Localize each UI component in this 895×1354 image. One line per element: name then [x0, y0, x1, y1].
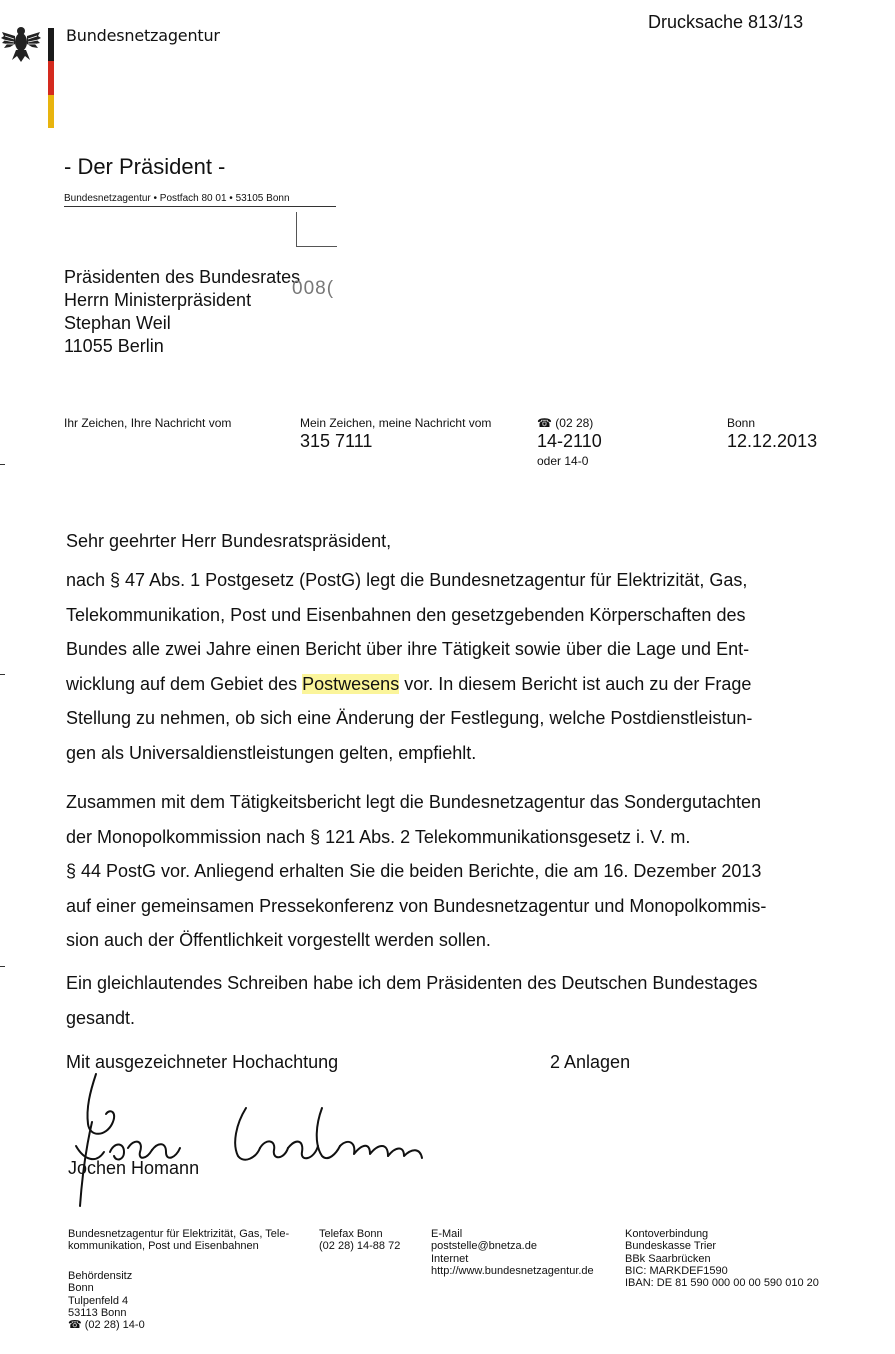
- body-paragraph-1: [66, 563, 856, 770]
- footer-line: Behördensitz: [68, 1270, 133, 1282]
- flag-gold: [48, 95, 54, 128]
- footer-agency: [68, 1228, 289, 1253]
- received-stamp: 008(: [292, 278, 335, 299]
- footer-fax: [319, 1228, 400, 1253]
- paragraph-line: Bundes alle zwei Jahre einen Bericht über ihre Tätigkeit sowie über die Lage und Ent-: [66, 639, 750, 659]
- recipient-line: Herrn Ministerpräsident: [64, 290, 252, 310]
- footer-line: E-Mail: [431, 1228, 463, 1240]
- footer-line: Kontoverbindung: [625, 1228, 709, 1240]
- place-label: Bonn: [727, 416, 756, 430]
- recipient-line: 11055 Berlin: [64, 336, 164, 356]
- recipient-line: Präsidenten des Bundesrates: [64, 267, 301, 287]
- footer-contact: [431, 1228, 594, 1277]
- sender-underline: [64, 206, 336, 207]
- footer-office-address: [68, 1270, 145, 1331]
- flag-black: [48, 28, 54, 61]
- signer-name: Jochen Homann: [68, 1158, 200, 1178]
- footer-line: IBAN: DE 81 590 000 00 00 590 010 20: [625, 1277, 819, 1290]
- paragraph-line: Ein gleichlautendes Schreiben habe ich dem Präsidenten des Deutschen Bundestages: [66, 973, 758, 993]
- phone-label: ☎ (02 28): [537, 416, 594, 430]
- federal-eagle-logo-icon: [0, 22, 42, 66]
- footer-line: (02 28) 14-88 72: [319, 1240, 401, 1253]
- paragraph-line: nach § 47 Abs. 1 Postgesetz (PostG) legt die Bundesnetzagentur für Elektrizität, Gas,: [66, 570, 748, 590]
- footer-line: kommunikation, Post und Eisenbahnen: [68, 1240, 259, 1253]
- footer-line: Tulpenfeld 4: [68, 1294, 129, 1307]
- line-text: wicklung auf dem Gebiet des: [66, 673, 303, 694]
- footer-line: Telefax Bonn: [319, 1228, 383, 1240]
- paragraph-line: Telekommunikation, Post und Eisenbahnen den gesetzgebenden Körperschaften des: [66, 604, 746, 625]
- footer-website-link[interactable]: http://www.bundesnetzagentur.de: [431, 1264, 594, 1277]
- closing-phrase: Mit ausgezeichneter Hochachtung: [66, 1052, 339, 1072]
- paragraph-line: § 44 PostG vor. Anliegend erhalten Sie die beiden Berichte, die am 16. Dezember 2013: [66, 861, 762, 881]
- phone-alternative: oder 14-0: [537, 454, 589, 468]
- agency-name: Bundesnetzagentur: [66, 26, 220, 45]
- flag-red: [48, 61, 54, 94]
- footer-line: 53113 Bonn: [68, 1306, 127, 1319]
- paragraph-line: gen als Universaldienstleistungen gelten, empfiehlt.: [66, 742, 477, 763]
- footer-line: Internet: [431, 1252, 469, 1265]
- document-number: Drucksache 813/13: [648, 12, 804, 32]
- body-paragraph-2: [66, 785, 856, 958]
- envelope-window-mark: [296, 212, 337, 247]
- paragraph-line: Stellung zu nehmen, ob sich eine Änderung der Festlegung, welche Postdienstleistun-: [66, 708, 753, 728]
- attachments-note: 2 Anlagen: [550, 1052, 631, 1072]
- highlighted-word: Postwesens: [302, 673, 400, 694]
- body-paragraph-3: [66, 966, 856, 1035]
- footer-line: BBk Saarbrücken: [625, 1252, 711, 1265]
- phone-extension: 14-2110: [537, 431, 602, 451]
- paragraph-line: gesandt.: [66, 1007, 136, 1028]
- fold-mark: [0, 966, 5, 967]
- paragraph-line: Zusammen mit dem Tätigkeitsbericht legt die Bundesnetzagentur das Sondergutachten: [66, 792, 762, 812]
- sender-address-line: Bundesnetzagentur • Postfach 80 01 • 53105 Bonn: [64, 193, 290, 204]
- fold-mark: [0, 464, 5, 465]
- punch-mark: [0, 674, 5, 675]
- footer-line: Bundesnetzagentur für Elektrizität, Gas, Tele-: [68, 1228, 290, 1240]
- salutation: Sehr geehrter Herr Bundesratspräsident,: [66, 531, 392, 551]
- line-text: vor. In diesem Bericht ist auch zu der Frage: [399, 673, 752, 694]
- flag-bar: [48, 28, 54, 128]
- recipient-address: [64, 266, 300, 358]
- footer-line: BIC: MARKDEF1590: [625, 1264, 728, 1277]
- your-reference-label: Ihr Zeichen, Ihre Nachricht vom: [64, 416, 232, 430]
- my-reference-label: Mein Zeichen, meine Nachricht vom: [300, 416, 492, 430]
- president-title: - Der Präsident -: [64, 154, 226, 179]
- paragraph-line: [66, 667, 856, 702]
- footer-line: Bundeskasse Trier: [625, 1240, 717, 1253]
- my-reference-value: 315 7111: [300, 431, 373, 451]
- paragraph-line: der Monopolkommission nach § 121 Abs. 2 Telekommunikationsgesetz i. V. m.: [66, 826, 691, 847]
- paragraph-line: sion auch der Öffentlichkeit vorgestellt werden sollen.: [66, 930, 491, 950]
- letter-date: 12.12.2013: [727, 431, 818, 451]
- handwritten-signature: [66, 1068, 446, 1208]
- footer-line: Bonn: [68, 1282, 94, 1295]
- footer-bank: [625, 1228, 819, 1289]
- recipient-line: Stephan Weil: [64, 313, 171, 333]
- paragraph-line: auf einer gemeinsamen Pressekonferenz von Bundesnetzagentur und Monopolkommis-: [66, 895, 767, 916]
- footer-email-link[interactable]: poststelle@bnetza.de: [431, 1240, 537, 1253]
- footer-line: ☎ (02 28) 14-0: [68, 1319, 145, 1332]
